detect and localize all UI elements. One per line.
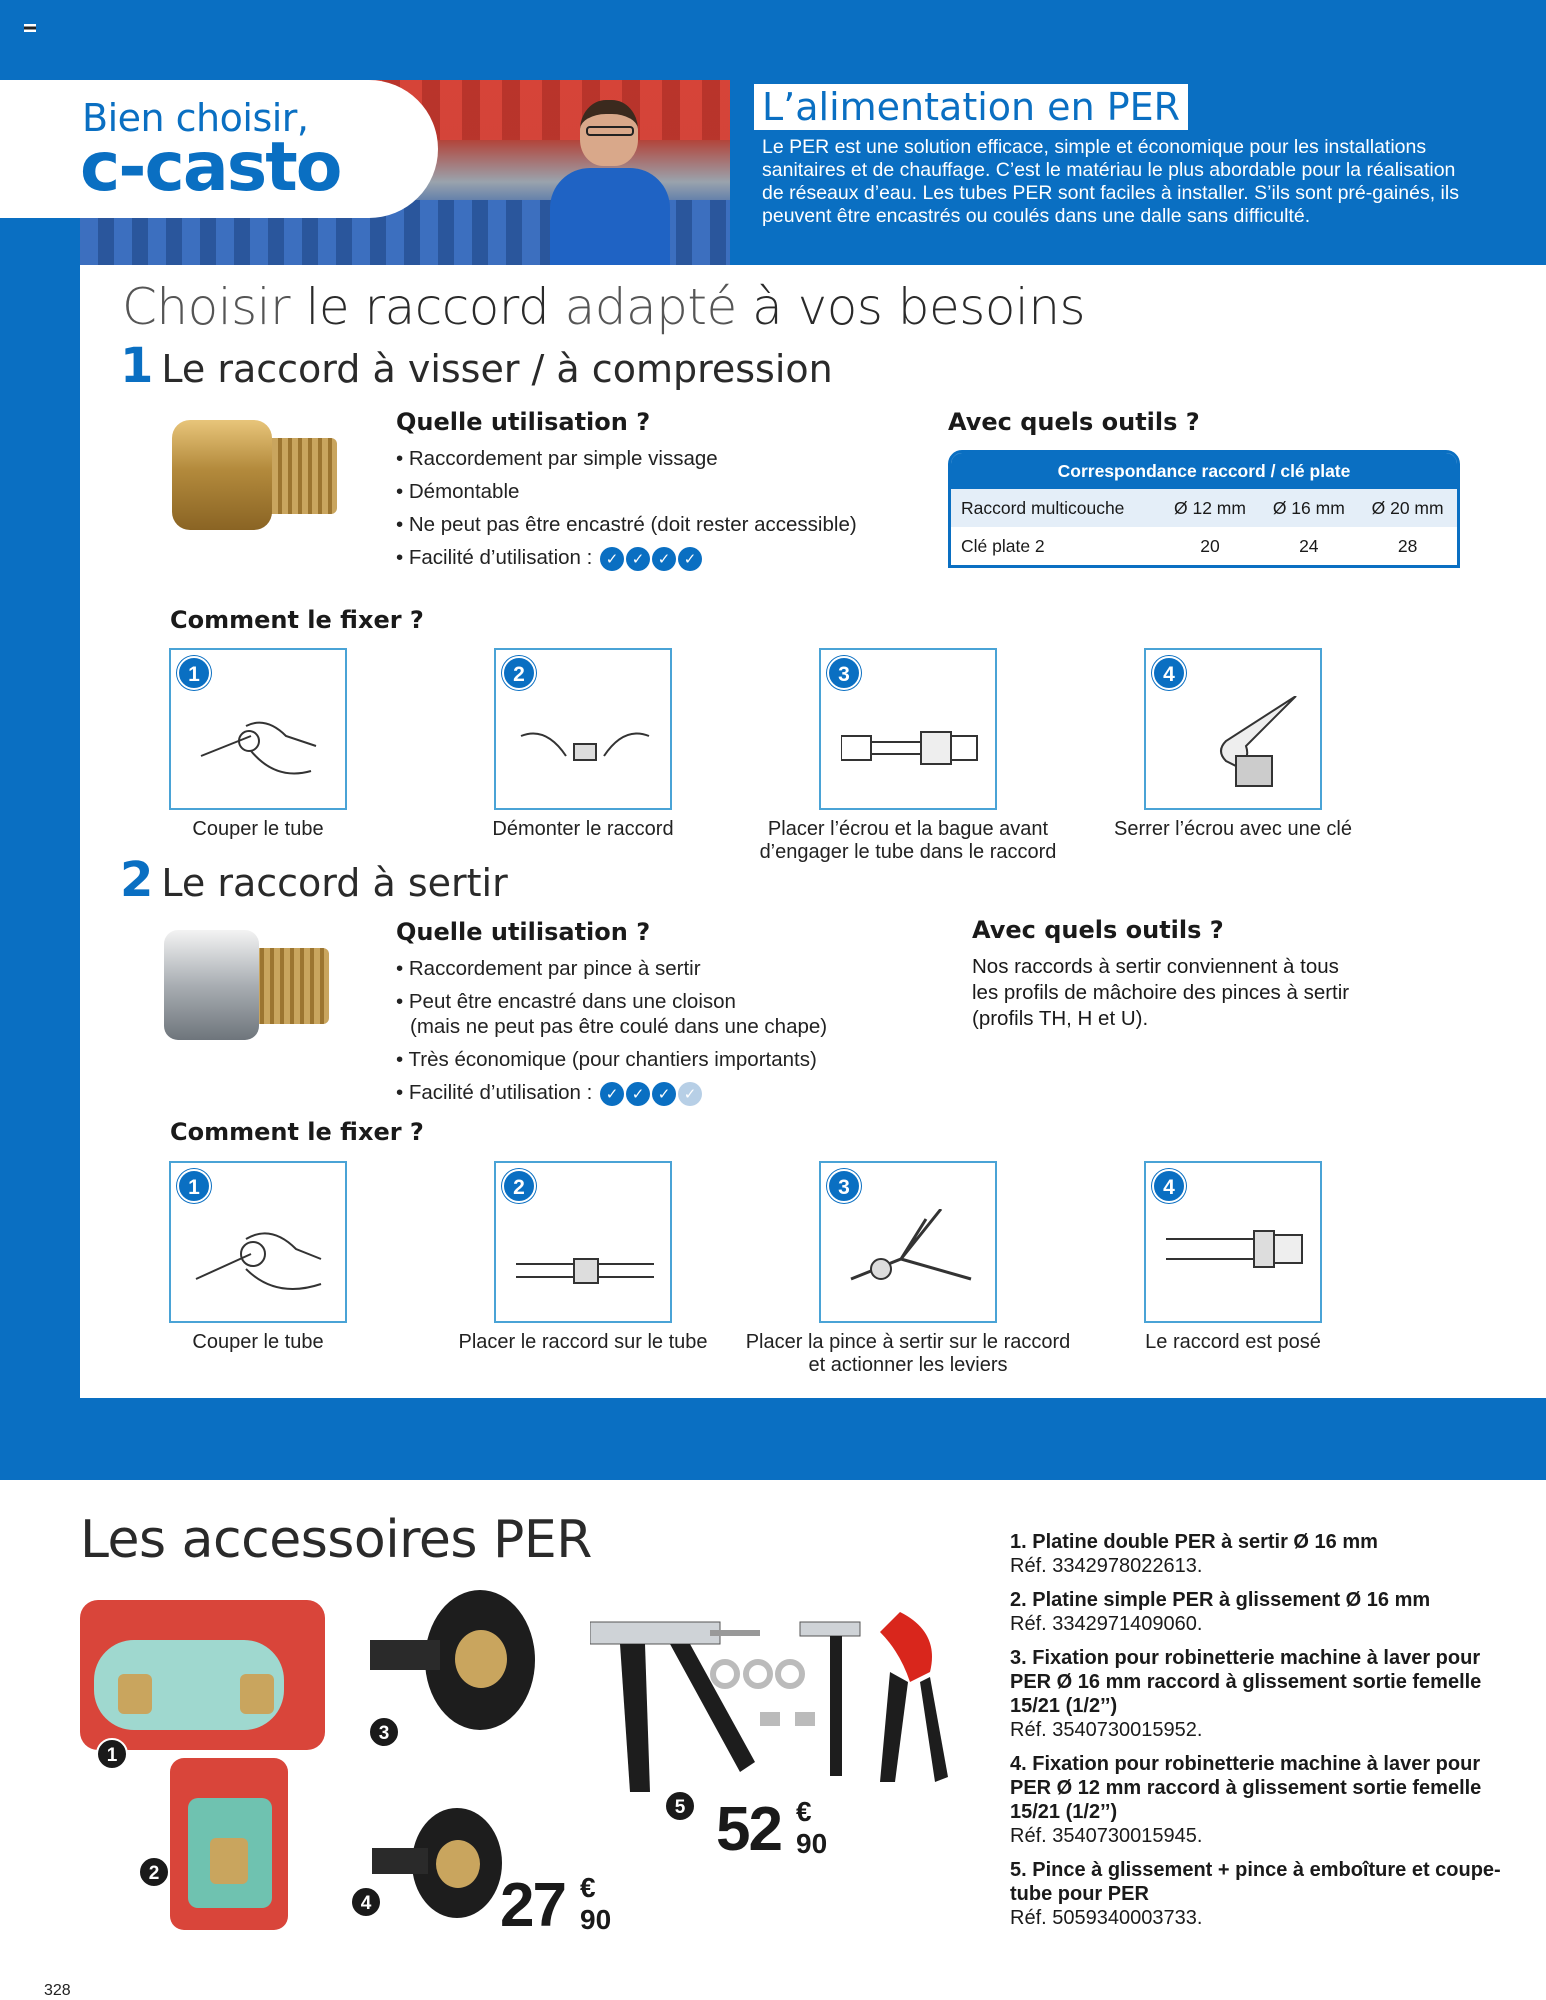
- product-number: 5: [664, 1790, 696, 1822]
- ease-label: Facilité d’utilisation :: [408, 1081, 593, 1104]
- list-item: [1010, 1646, 1510, 1742]
- step-4: [1068, 1161, 1398, 1354]
- usage-list: [396, 952, 827, 1109]
- product-2-image: [170, 1758, 288, 1930]
- product-name: 4. Fixation pour robinetterie machine à laver pour PER Ø 12 mm raccord à glissement sortie femelle 15/21 (1/2’’): [1010, 1753, 1482, 1823]
- list-item: • Peut être encastré dans une cloison: [396, 985, 827, 1018]
- product-1-image: [80, 1600, 325, 1750]
- step-number: 1: [177, 1169, 211, 1203]
- ease-rating: [396, 541, 857, 574]
- table-cell: Raccord multicouche: [961, 498, 1125, 518]
- step-caption: Placer le raccord sur le tube: [458, 1331, 708, 1353]
- price-euros: 52: [716, 1795, 781, 1864]
- check-icon: ✓: [678, 1082, 702, 1106]
- table-cell: 28: [1397, 536, 1418, 556]
- product-number: 1: [96, 1738, 128, 1770]
- ease-rating: [396, 1076, 827, 1109]
- step-caption: Le raccord est posé: [1145, 1331, 1321, 1353]
- list-item: • Démontable: [396, 475, 857, 508]
- step-caption: Couper le tube: [192, 1331, 324, 1353]
- compression-fitting-image: [172, 410, 342, 540]
- title-part: Choisir: [122, 278, 306, 336]
- section-title: Le raccord à visser / à compression: [161, 347, 833, 391]
- product-ref: Réf. 3540730015952.: [1010, 1719, 1203, 1741]
- usage-title: Quelle utilisation ?: [396, 918, 651, 946]
- table-cell: 20: [1200, 536, 1220, 556]
- usage-note: (mais ne peut pas être coulé dans une chape): [410, 1015, 828, 1038]
- table-row: [951, 489, 1457, 527]
- fitting-assembly-icon: [841, 696, 979, 796]
- step-3: [743, 1161, 1073, 1377]
- title-part: à vos besoins: [752, 278, 1086, 336]
- price-cents: 90: [580, 1904, 612, 1935]
- product-3-image: [370, 1590, 540, 1740]
- product-name: 5. Pince à glissement + pince à emboîture et coupe-tube pour PER: [1010, 1859, 1501, 1905]
- table-cell: Clé plate 2: [961, 536, 1045, 556]
- page-title: [122, 278, 1085, 336]
- step-2: [418, 1161, 748, 1354]
- check-icon: ✓: [626, 547, 650, 571]
- installed-fitting-icon: [1166, 1209, 1304, 1309]
- step-caption: Placer l’écrou et la bague avant d’engager le tube dans le raccord: [759, 818, 1057, 863]
- table-cell: Ø 12 mm: [1174, 498, 1246, 518]
- product-5-image: [590, 1592, 950, 1792]
- product-ref: Réf. 3342978022613.: [1010, 1555, 1203, 1577]
- step-illustration: [1144, 1161, 1322, 1323]
- product-number: 3: [368, 1716, 400, 1748]
- pex-tool-kit-icon: [590, 1592, 950, 1792]
- section2-heading: [120, 852, 508, 908]
- step-2: [418, 648, 748, 841]
- step-caption: Serrer l’écrou avec une clé: [1114, 818, 1352, 840]
- list-item: • Très économique (pour chantiers importants): [396, 1043, 827, 1076]
- table-cell: Ø 16 mm: [1272, 498, 1345, 518]
- table-row: [951, 527, 1457, 565]
- step-number: 2: [502, 656, 536, 690]
- check-icon: ✓: [600, 1082, 624, 1106]
- check-icon: ✓: [600, 547, 624, 571]
- list-item: [1010, 1530, 1510, 1578]
- step-number: 2: [502, 1169, 536, 1203]
- price-currency: €: [796, 1796, 812, 1827]
- price-tag: [500, 1870, 612, 1941]
- step-illustration: [169, 1161, 347, 1323]
- step-caption: Couper le tube: [192, 818, 324, 840]
- hero-description: Le PER est une solution efficace, simple et économique pour les installations sanitaires et de chauffage. C’est le matériau le plus abordable pour la réalisation de réseaux d’eau. Les tubes PER sont faciles à installer. S’ils sont pré-gainés, ils peuvent être encastrés ou coulés dans une dalle sans difficulté.: [762, 136, 1459, 227]
- press-tool-icon: [841, 1209, 979, 1309]
- usage-list: [396, 442, 857, 574]
- list-item: • Raccordement par pince à sertir: [396, 952, 827, 985]
- brand-logo: c-casto: [80, 128, 341, 207]
- page-number: 328: [44, 1982, 71, 1999]
- wrench-correspondence-table: [948, 450, 1460, 568]
- section-title: Le raccord à sertir: [161, 861, 508, 905]
- product-number: 4: [350, 1886, 382, 1918]
- how-to-title: Comment le fixer ?: [170, 606, 424, 634]
- product-name: 3. Fixation pour robinetterie machine à laver pour PER Ø 16 mm raccord à glissement sortie femelle 15/21 (1/2’’): [1010, 1647, 1482, 1717]
- accessories-title: Les accessoires PER: [80, 1510, 592, 1570]
- table-cell: 24: [1299, 536, 1319, 556]
- section-number: 2: [120, 852, 154, 908]
- section1-heading: [120, 338, 833, 394]
- list-item: [1010, 1588, 1510, 1636]
- hands-fitting-icon: [516, 696, 654, 796]
- tube-cutter-icon: [191, 696, 329, 796]
- press-fitting-image: [164, 920, 334, 1050]
- step-number: 4: [1152, 656, 1186, 690]
- brand-tagline: Bien choisir,: [82, 96, 309, 140]
- check-icon: ✓: [652, 547, 676, 571]
- usage-title: Quelle utilisation ?: [396, 408, 651, 436]
- title-part: adapté: [564, 278, 753, 336]
- product-name: 2. Platine simple PER à glissement Ø 16 mm: [1010, 1589, 1431, 1611]
- step-3: [743, 648, 1073, 864]
- price-currency: €: [580, 1872, 596, 1903]
- product-name: 1. Platine double PER à sertir Ø 16 mm: [1010, 1531, 1378, 1553]
- tools-title: Avec quels outils ?: [948, 408, 1200, 436]
- price-cents: 90: [796, 1828, 828, 1859]
- step-illustration: [494, 1161, 672, 1323]
- step-1: [93, 648, 423, 841]
- step-illustration: [1144, 648, 1322, 810]
- tools-title: Avec quels outils ?: [972, 916, 1224, 944]
- flag-icon: [24, 24, 36, 32]
- step-caption: Placer la pince à sertir sur le raccord et actionner les leviers: [745, 1331, 1071, 1376]
- salesperson-image: [550, 90, 670, 265]
- step-caption: Démonter le raccord: [492, 818, 674, 840]
- check-icon: ✓: [678, 547, 702, 571]
- product-ref: Réf. 3540730015945.: [1010, 1825, 1203, 1847]
- product-list: [1010, 1530, 1510, 1940]
- product-ref: Réf. 3342971409060.: [1010, 1613, 1203, 1635]
- step-number: 4: [1152, 1169, 1186, 1203]
- title-part: le raccord: [305, 278, 565, 336]
- step-number: 3: [827, 1169, 861, 1203]
- step-illustration: [819, 648, 997, 810]
- ease-label: Facilité d’utilisation :: [408, 546, 593, 569]
- tube-cutter-icon: [191, 1209, 329, 1309]
- check-icon: ✓: [626, 1082, 650, 1106]
- product-4-image: [372, 1808, 504, 1928]
- how-to-title: Comment le fixer ?: [170, 1118, 424, 1146]
- list-item: • Raccordement par simple vissage: [396, 442, 857, 475]
- product-number: 2: [138, 1856, 170, 1888]
- tools-text: Nos raccords à sertir conviennent à tous les profils de mâchoire des pinces à sertir (profils TH, H et U).: [972, 955, 1350, 1030]
- step-illustration: [819, 1161, 997, 1323]
- list-item: [1010, 1858, 1510, 1930]
- step-number: 1: [177, 656, 211, 690]
- wrench-icon: [1166, 696, 1304, 796]
- hands-fitting-icon: [516, 1209, 654, 1309]
- price-tag: [716, 1794, 828, 1865]
- table-header: Correspondance raccord / clé plate: [951, 453, 1457, 489]
- step-illustration: [169, 648, 347, 810]
- section-number: 1: [120, 338, 154, 394]
- step-number: 3: [827, 656, 861, 690]
- hero-title: L’alimentation en PER: [754, 84, 1188, 130]
- list-item: [1010, 1752, 1510, 1848]
- product-ref: Réf. 5059340003733.: [1010, 1907, 1203, 1929]
- step-illustration: [494, 648, 672, 810]
- step-1: [93, 1161, 423, 1354]
- list-item: • Ne peut pas être encastré (doit rester accessible): [396, 508, 857, 541]
- price-euros: 27: [500, 1871, 565, 1940]
- check-icon: ✓: [652, 1082, 676, 1106]
- step-4: [1068, 648, 1398, 841]
- table-cell: Ø 20 mm: [1371, 498, 1444, 518]
